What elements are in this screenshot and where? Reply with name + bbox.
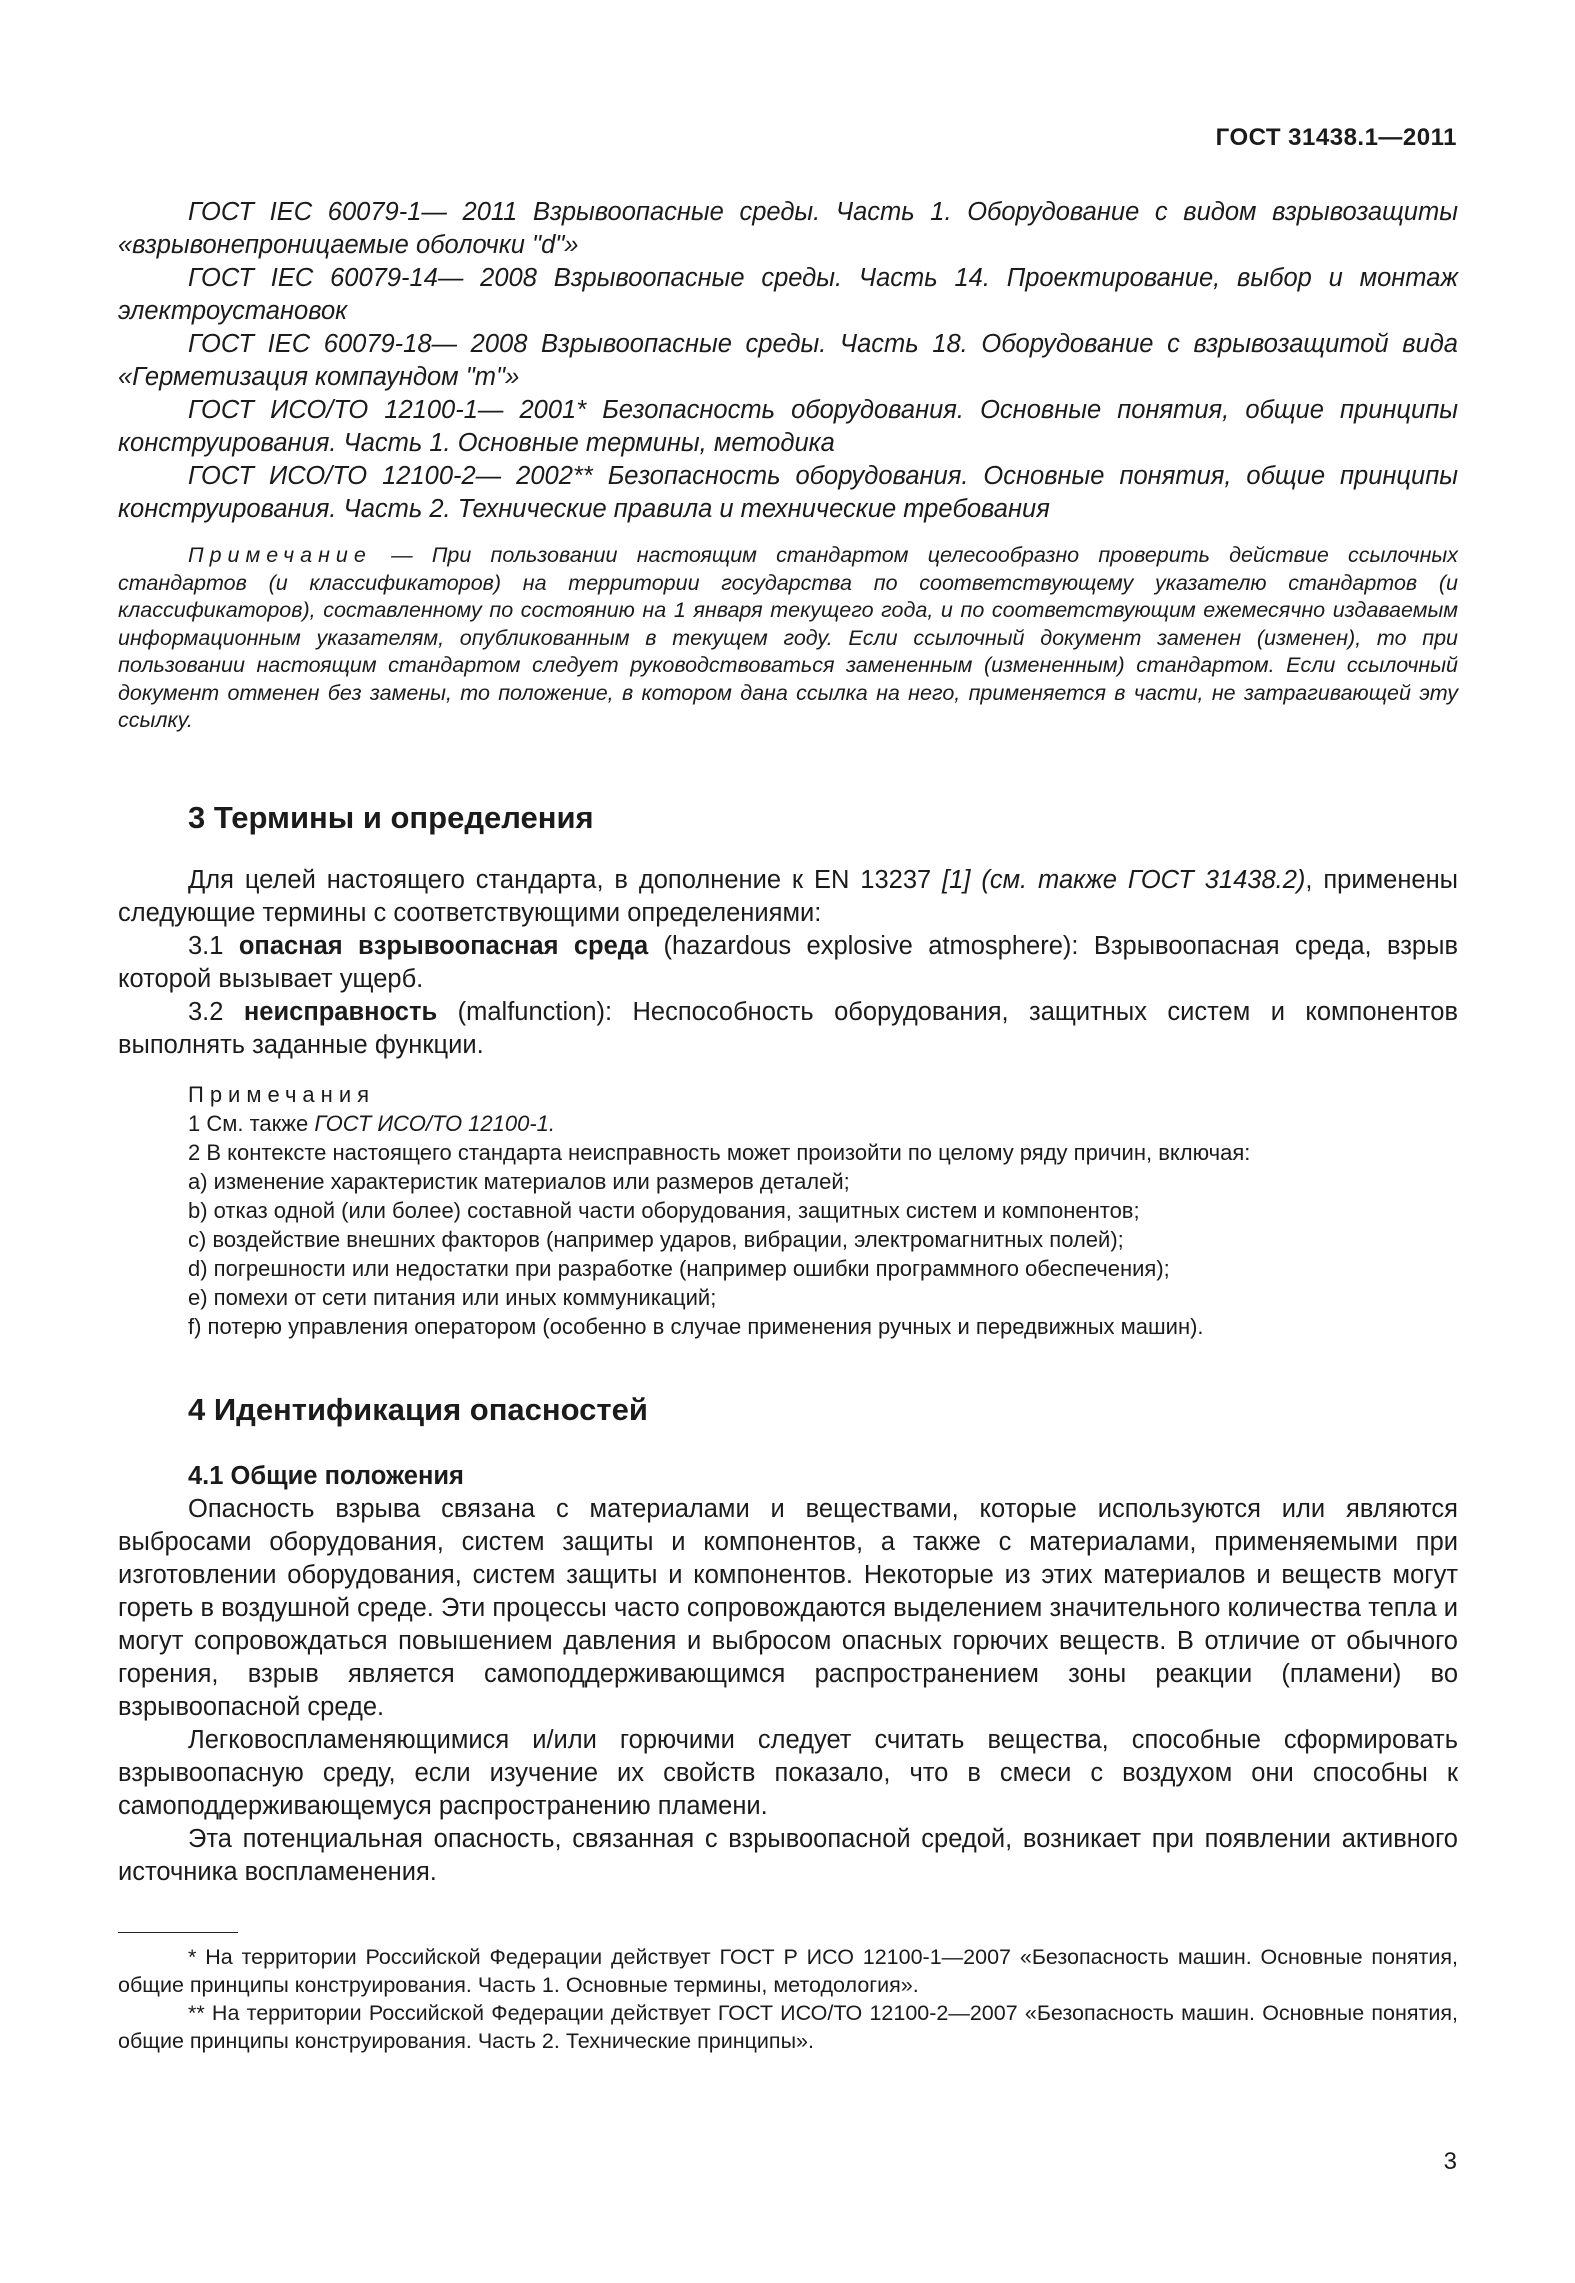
note-1-text: 1 См. также [188,1111,315,1136]
list-item: f) потерю управления оператором (особенно в случае применения ручных и передвижных машин). [188,1314,1204,1339]
reference-item: ГОСТ IEC 60079-18— 2008 Взрывоопасные среды. Часть 18. Оборудование с взрывозащитой вида «Герметизация компаундом "m"» [118,330,1458,391]
reference-item: ГОСТ ИСО/ТО 12100-1— 2001* Безопасность оборудования. Основные понятия, общие принципы конструирования. Часть 1. Основные термины, методика [118,396,1458,457]
reference-item: ГОСТ IEC 60079-1— 2011 Взрывоопасные среды. Часть 1. Оборудование с видом взрывозащиты «взрывонепроницаемые оболочки "d"» [118,198,1458,259]
term-name: неисправность [243,998,438,1026]
subsection-heading: 4.1 Общие положения [188,1462,464,1490]
footnote: ** На территории Российской Федерации действует ГОСТ ИСО/ТО 12100-2—2007 «Безопасность машин. Основные понятия, общие принципы конструирования. Часть 2. Технические принципы». [118,2001,1458,2053]
footnotes [118,1932,1458,2055]
section-heading: 4 Идентификация опасностей [188,1392,648,1427]
intro-text: Для целей настоящего стандарта, в дополнение к EN 13237 [188,866,943,894]
term-number: 3.1 [188,932,239,960]
footnote: * На территории Российской Федерации действует ГОСТ Р ИСО 12100-1—2007 «Безопасность машин. Основные понятия, общие принципы конструирования. Часть 1. Основные термины, методология». [118,1945,1458,1997]
section-4 [118,1392,1458,1889]
term-number: 3.2 [188,998,244,1026]
paragraph: Эта потенциальная опасность, связанная с взрывоопасной средой, возникает при появлении активного источника воспламенения. [118,1825,1458,1886]
paragraph: Легковоспламеняющимися и/или горючими следует считать вещества, способные сформировать взрывоопасную среду, если изучение их свойств показало, что в смеси с воздухом они способны к самоподдерживающемуся распространению пламени. [118,1726,1458,1820]
normative-references [118,196,1458,735]
notes-label: Примечания [188,1082,376,1107]
footnote-rule [118,1932,238,1933]
note-2: 2 В контексте настоящего стандарта неисправность может произойти по целому ряду причин, включая: [188,1140,1251,1165]
list-item: e) помехи от сети питания или иных коммуникаций; [188,1285,717,1310]
intro-text-end: , применены следующие термины с соответствующими определениями: [118,866,1458,927]
section-heading: 3 Термины и определения [188,800,594,835]
term-notes [188,1080,1458,1341]
term-3-1 [118,930,1458,996]
list-item: c) воздействие внешних факторов (например ударов, вибрации, электромагнитных полей); [188,1227,1124,1252]
term-3-2 [118,996,1458,1062]
note-label: Примечание [188,543,372,567]
note-text: — При пользовании настоящим стандартом целесообразно проверить действие ссылочных стандартов (и классификаторов) на территории государства по соответствующему указателю стандартов (и классификаторов), составленному по состоянию на 1 января текущего года, и по соответствующим ежемесячно издаваемым информационным указателям, опубликованным в текущем году. Если ссылочный документ заменен (изменен), то при пользовании настоящим стандартом следует руководствоваться замененным (измененным) стандартом. Если ссылочный документ отменен без замены, то положение, в котором дана ссылка на него, применяется в части, не затрагивающей эту ссылку. [118,543,1458,732]
term-name: опасная взрывоопасная среда [238,932,649,960]
reference-item: ГОСТ ИСО/ТО 12100-2— 2002** Безопасность оборудования. Основные понятия, общие принципы конструирования. Часть 2. Технические правила и технические требования [118,462,1458,523]
note-1-reference: ГОСТ ИСО/ТО 12100-1. [314,1111,556,1136]
list-item: a) изменение характеристик материалов или размеров деталей; [188,1169,850,1194]
page-number: 3 [1443,2148,1457,2175]
list-item: b) отказ одной (или более) составной части оборудования, защитных систем и компонентов; [188,1198,1140,1223]
term-definition: (hazardous explosive atmosphere): Взрывоопасная среда, взрыв которой вызывает ущерб. [118,932,1458,993]
list-item: d) погрешности или недостатки при разработке (например ошибки программного обеспечения); [188,1256,1170,1281]
section-intro [118,864,1458,930]
references-note [118,542,1458,735]
document-header: ГОСТ 31438.1—2011 [1215,124,1457,151]
paragraph: Опасность взрыва связана с материалами и веществами, которые используются или являются выбросами оборудования, систем защиты и компонентов, а также с материалами, применяемыми при изготовлении оборудования, систем защиты и компонентов. Некоторые из этих материалов и веществ могут гореть в воздушной среде. Эти процессы часто сопровождаются выделением значительного количества тепла и могут сопровождаться повышением давления и выбросом опасных горючих веществ. В отличие от обычного горения, взрыв является самоподдерживающимся распространением зоны реакции (пламени) во взрывоопасной среде. [118,1495,1458,1721]
term-definition: (malfunction): Неспособность оборудования, защитных систем и компонентов выполнять заданные функции. [118,998,1458,1059]
intro-reference: [1] (см. также ГОСТ 31438.2) [942,866,1306,894]
note-1 [188,1109,1458,1138]
section-3 [118,800,1458,1341]
reference-item: ГОСТ IEC 60079-14— 2008 Взрывоопасные среды. Часть 14. Проектирование, выбор и монтаж электроустановок [118,264,1458,325]
